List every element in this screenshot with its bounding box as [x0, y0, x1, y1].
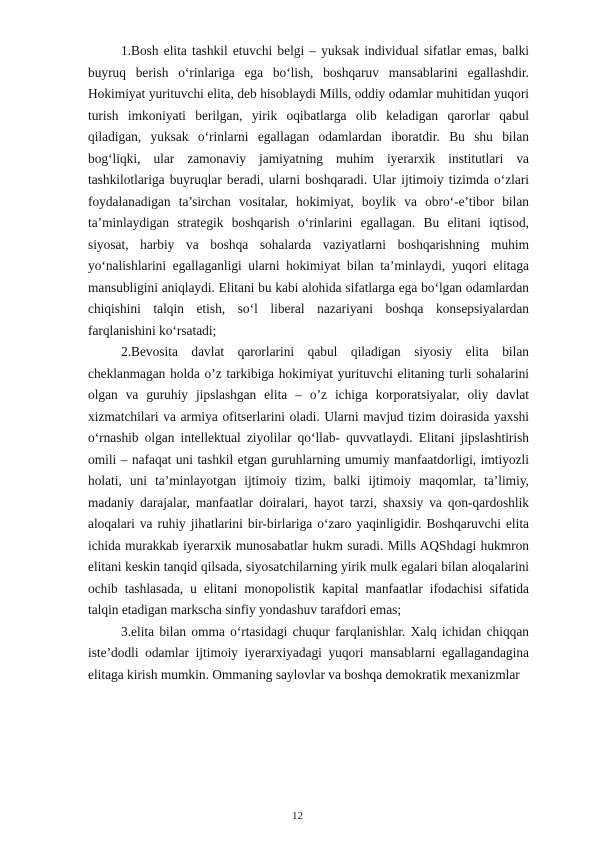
paragraph-1: 1.Bosh elita tashkil etuvchi belgi – yuksak individual sifatlar emas, balki buyruq berish o‘rinlariga ega bo‘lish, boshqaruv mansablarini egallashdir. Hokimiyat yurituvchi elita, deb hisoblaydi Mills, oddiy odamlar muhitidan yuqori turish imkoniyati berilgan, yirik oqibatlarga olib keladigan qarorlar qabul qiladigan, yuksak o‘rinlarni egallagan odamlardan iboratdir. Bu shu bilan bog‘liqki, ular zamonaviy jamiyatning muhim iyerarxik institutlari va tashkilotlariga buyruqlar beradi, ularni boshqaradi. Ular ijtimoiy tizimda o‘zlari foydalanadigan ta’sirchan vositalar, hokimiyat, boylik va obro‘-e’tibor bilan ta’minlaydigan strategik boshqarish o‘rinlarini egallagan. Bu elitani iqtisod, siyosat, harbiy va boshqa sohalarda vaziyatlarni boshqarishning muhim yo‘nalishlarini egallaganligi ularni hokimiyat bilan ta’minlaydi, yuqori elitaga mansubligini aniqlaydi. Elitani bu kabi alohida sifatlarga ega bo‘lgan odamlardan chiqishini talqin etish, so‘l liberal nazariyani boshqa konsepsiyalardan farqlanishini ko‘rsatadi; [88, 43, 529, 338]
body-text [88, 40, 529, 685]
page-number: 12 [292, 810, 303, 822]
paragraph-2: 2.Bevosita davlat qarorlarini qabul qiladigan siyosiy elita bilan cheklanmagan holda o’z tarkibiga hokimiyat yurituvchi elitaning turli sohalarini olgan va guruhiy jipslashgan elita – o’z ichiga korporatsiyalar, oliy davlat xizmatchilari va armiya ofitserlarini oladi. Ularni mavjud tizim doirasida yaxshi o‘rnashib olgan intellektual ziyolilar qo‘llab- quvvatlaydi. Elitani jipslashtirish omili – nafaqat uni tashkil etgan guruhlarning umumiy manfaatdorligi, imtiyozli holati, uni ta’minlayotgan ijtimoiy tizim, balki ijtimoiy maqomlar, ta’limiy, madaniy darajalar, manfaatlar doiralari, hayot tarzi, shaxsiy va qon-qardoshlik aloqalari va ruhiy jihatlarini bir-birlariga o‘zaro yaqinligidir. Boshqaruvchi elita ichida murakkab iyerarxik munosabatlar hukm suradi. Mills AQShdagi hukmron elitani keskin tanqid qilsada, siyosatchilarning yirik mulk egalari bilan aloqalarini ochib tashlasada, u elitani monopolistik kapital manfaatlar ifodachisi sifatida talqin etadigan markscha sinfiy yondashuv tarafdori emas; [88, 344, 529, 617]
paragraph-3: 3.elita bilan omma o‘rtasidagi chuqur farqlanishlar. Xalq ichidan chiqqan iste’dodli odamlar ijtimoiy iyerarxiyadagi yuqori mansablarni egallagandagina elitaga kirish mumkin. Ommaning saylovlar va boshqa demokratik mexanizmlar [88, 623, 529, 682]
